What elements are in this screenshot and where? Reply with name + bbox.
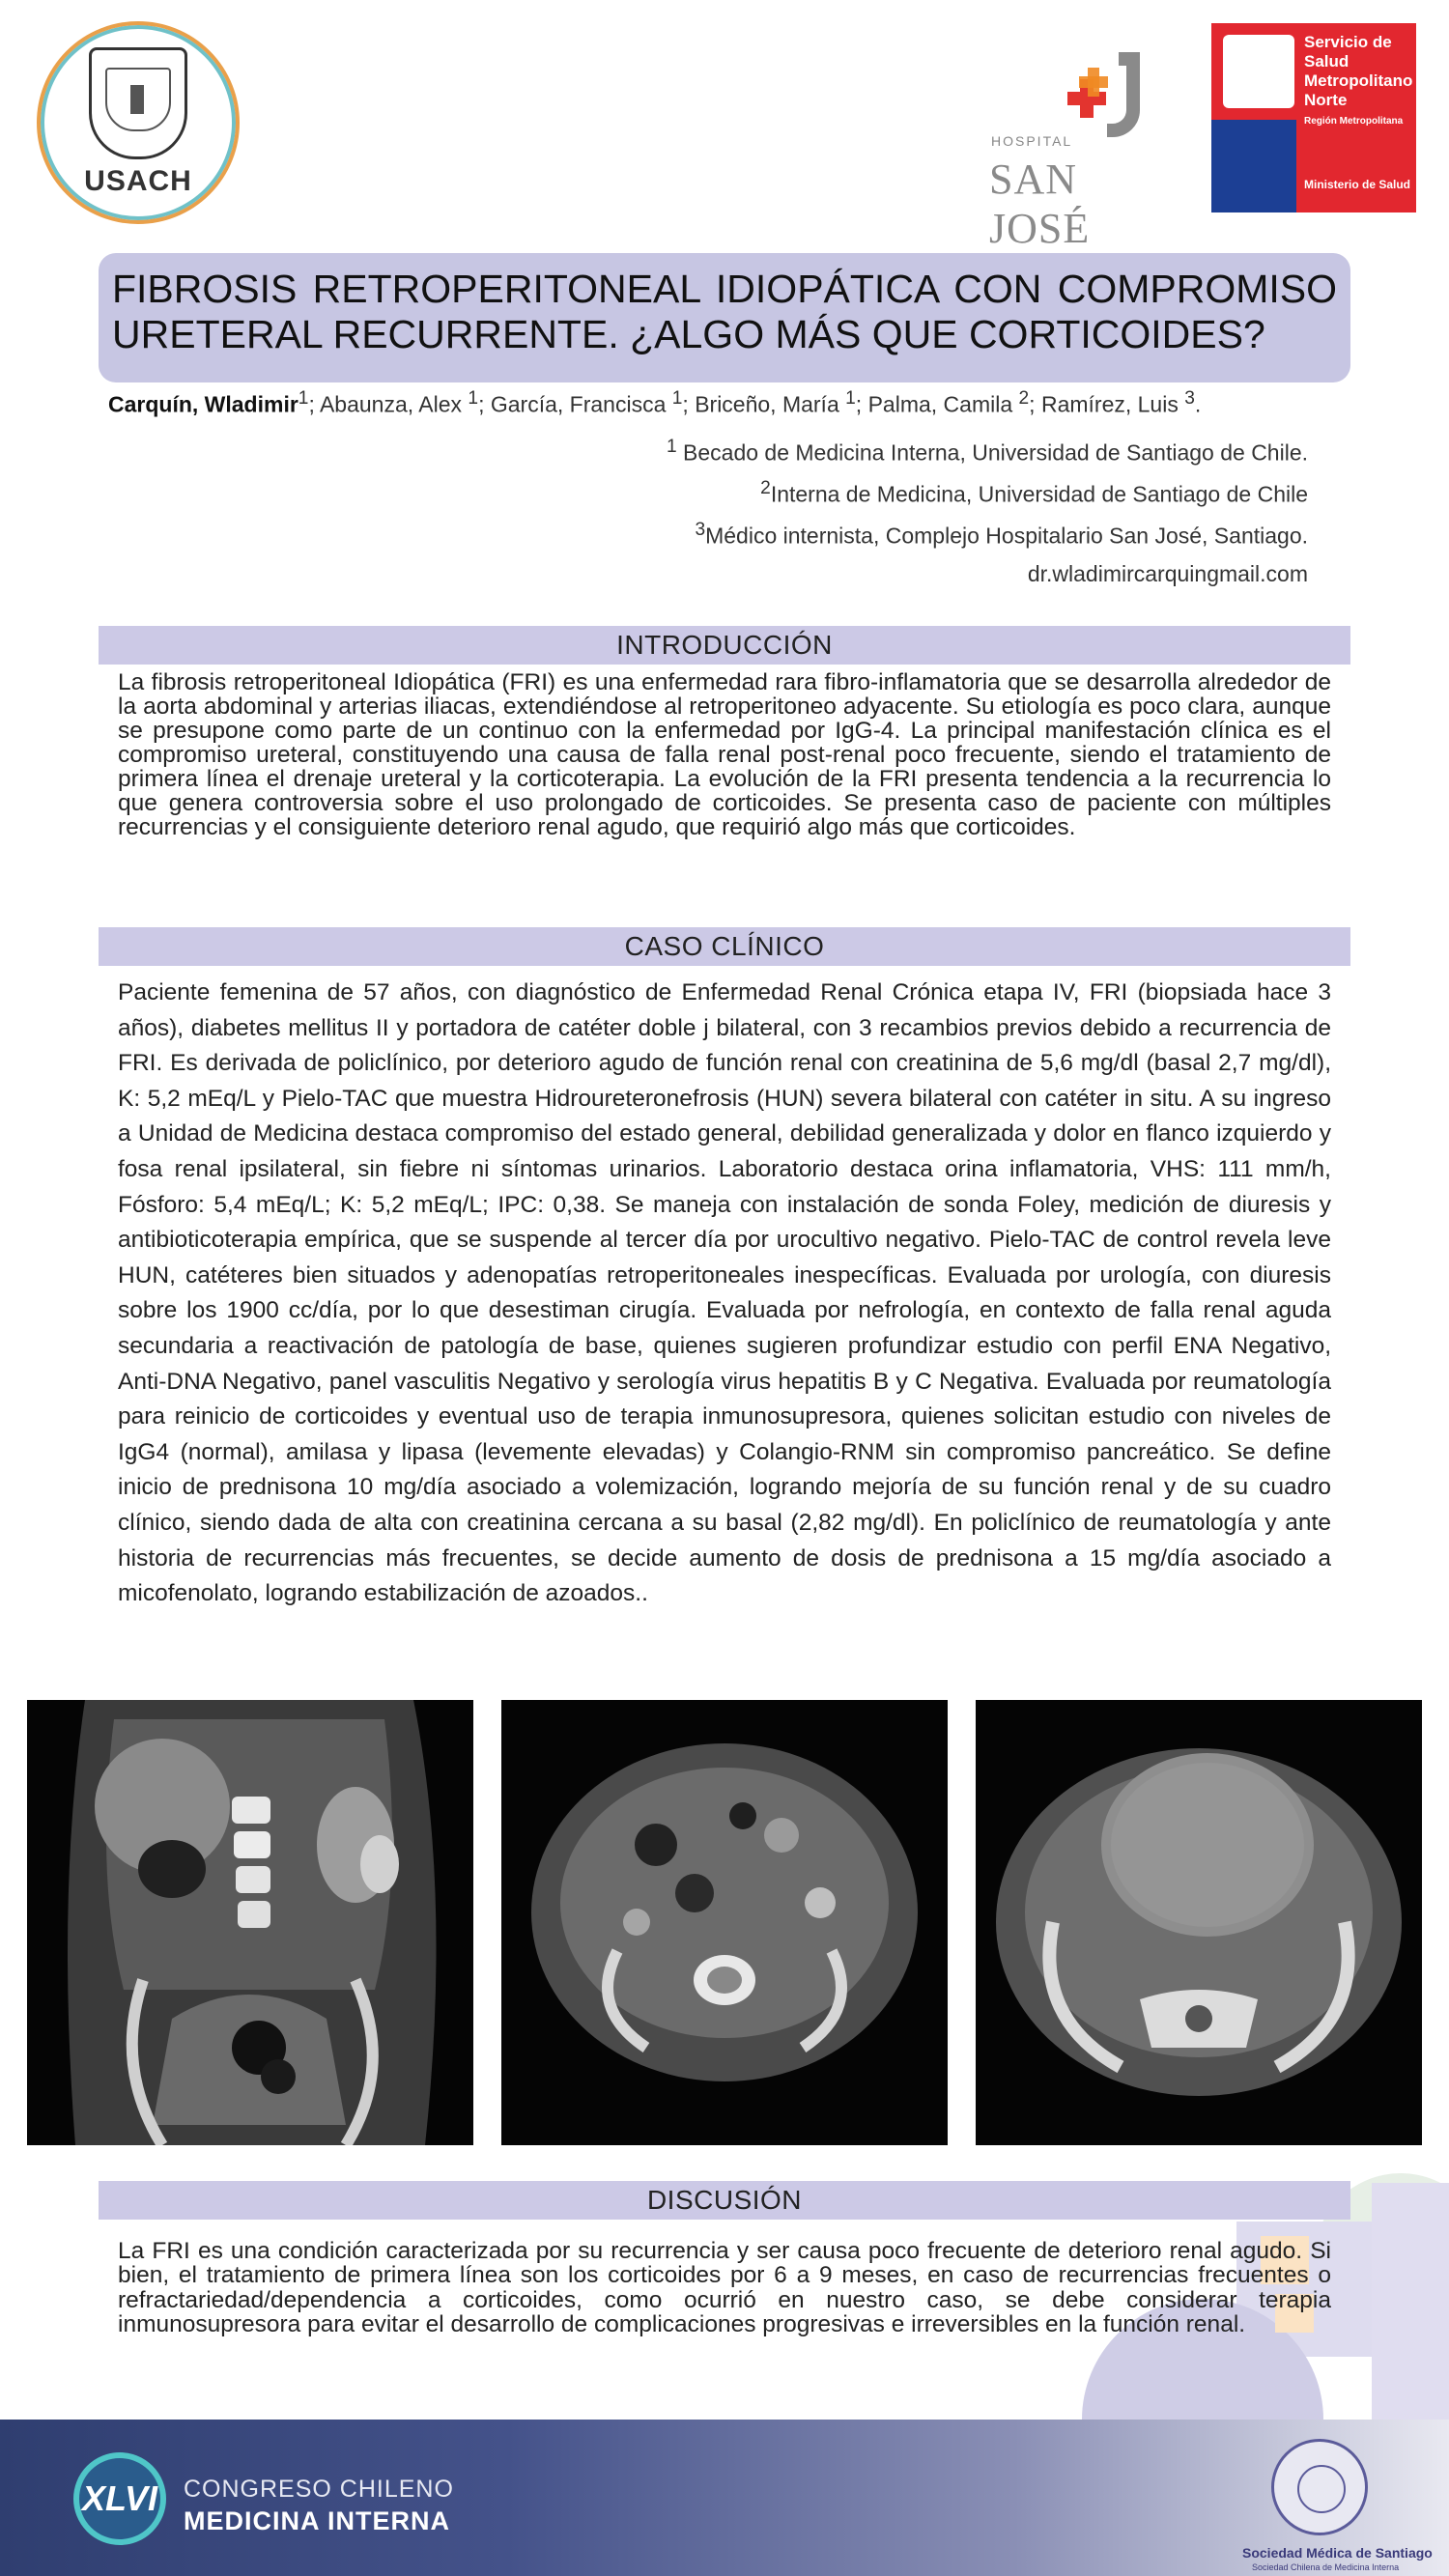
hospital-small-label: HOSPITAL <box>991 133 1073 149</box>
congress-name-line-1: CONGRESO CHILENO <box>184 2476 454 2503</box>
affiliation: $^2$Interna de Medicina, Universidad de Santiago de Chile <box>760 478 1308 507</box>
ct-axial-abdomen-image <box>501 1700 948 2145</box>
ssmn-logo <box>1211 23 1416 212</box>
title-line-2: URETERAL RECURRENTE. ¿ALGO MÁS QUE CORTICOIDES? <box>112 312 1265 356</box>
affiliation: $^1$ Becado de Medicina Interna, Universidad de Santiago de Chile. <box>666 437 1308 466</box>
hospital-cross-icon <box>1059 46 1165 153</box>
discussion-paragraph: La FRI es una condición caracterizada por su recurrencia y ser causa poco frecuente de deterioro renal agudo. Si bien, el tratamiento de primera línea son los corticoides por 6 a 9 meses, en caso de recurrencias frecuentes o refractariedad/dependencia a corticoides, como ocurrió en nuestro caso, se debe considerar terapia inmunosupresora para evitar el desarrollo de complicaciones progresivas e irreversibles en la función renal. <box>118 2238 1331 2338</box>
contact-email: dr.wladimircarquingmail.com <box>1027 561 1308 586</box>
hospital-san-jose-logo <box>983 46 1177 252</box>
society-name: Sociedad Médica de Santiago <box>1242 2545 1433 2561</box>
chile-crest-icon <box>1223 35 1294 108</box>
usach-logo-text: USACH <box>84 165 192 197</box>
author: Palma, Camila <box>867 391 1013 417</box>
ssmn-region: Región Metropolitana <box>1304 116 1404 127</box>
intro-paragraph: La fibrosis retroperitoneal Idiopática (FRI) es una enfermedad rara fibro-inflamatoria que se desarrolla alrededor de la aorta abdominal y arterias iliacas, extendiéndose al retroperitoneo adyacente. Su etiología es poco clara, aunque se presupone como parte de un continuo con la enfermedad por IgG-4. La principal manifestación clínica es el compromiso ureteral, constituyendo una causa de falla renal post-renal poco frecuente, siendo el tratamiento de primera línea el drenaje ureteral y la corticoterapia. La evolución de la FRI presenta tendencia a la recurrencia lo que genera controversia sobre el uso prolongado de corticoides. Se presenta caso de paciente con múltiples recurrencias y el consiguiente deterioro renal agudo, que requirió algo más que corticoides. <box>118 669 1331 840</box>
ct-axial-pelvis-image <box>976 1700 1422 2145</box>
poster-title <box>99 253 1350 382</box>
section-heading-discussion: DISCUSIÓN <box>99 2181 1350 2220</box>
footer-banner <box>0 2420 1449 2576</box>
congress-name-line-2: MEDICINA INTERNA <box>184 2506 450 2535</box>
section-heading-case: CASO CLÍNICO <box>99 927 1350 966</box>
title-line-1: FIBROSIS RETROPERITONEAL IDIOPÁTICA CON COMPROMISO <box>112 267 1337 311</box>
author: Briceño, María <box>695 391 839 417</box>
ssmn-ministry: Ministerio de Salud <box>1304 178 1411 191</box>
ssmn-title: Servicio de Salud Metropolitano Norte <box>1304 33 1413 109</box>
affiliation: $^3$Médico internista, Complejo Hospitalario San José, Santiago. <box>695 520 1308 549</box>
usach-crest-icon <box>89 47 187 159</box>
society-seal-icon <box>1271 2439 1368 2535</box>
section-heading-intro: INTRODUCCIÓN <box>99 626 1350 665</box>
society-subtitle: Sociedad Chilena de Medicina Interna <box>1252 2562 1400 2572</box>
author: Ramírez, Luis <box>1040 391 1179 417</box>
congress-logo-icon: XLVI <box>73 2452 166 2545</box>
usach-logo <box>37 21 240 224</box>
ct-coronal-image <box>27 1700 473 2145</box>
first-author: Carquín, Wladimir <box>108 391 298 417</box>
author: García, Francisca <box>490 391 667 417</box>
author-list: Carquín, Wladimir$^1$; Abaunza, Alex $^1$; García, Francisca $^1$; Briceño, María $^1$; Palma, Camila $^2$; Ramírez, Luis $^3$. <box>108 388 1202 417</box>
hospital-name: SAN JOSÉ <box>989 156 1091 252</box>
case-paragraph: Paciente femenina de 57 años, con diagnóstico de Enfermedad Renal Crónica etapa IV, FRI (biopsiada hace 3 años), diabetes mellitus II y portadora de catéter doble j bilateral, con 3 recambios previos debido a recurrencia de FRI. Es derivada de policlínico, por deterioro agudo de función renal con creatinina de 5,6 mg/dl (basal 2,7 mg/dl), K: 5,2 mEq/L y Pielo-TAC que muestra Hidroureteronefrosis (HUN) severa bilateral con catéter in situ. A su ingreso a Unidad de Medicina destaca compromiso del estado general, debilidad generalizada y dolor en flanco izquierdo y fosa renal ipsilateral, sin fiebre ni síntomas urinarios. Laboratorio destaca orina inflamatoria, VHS: 111 mm/h, Fósforo: 5,4 mEq/L; K: 5,2 mEq/L; IPC: 0,38. Se maneja con instalación de sonda Foley, medición de diuresis y antibioticoterapia empírica, que se suspende al tercer día por urocultivo negativo. Pielo-TAC de control revela leve HUN, catéteres bien situados y adenopatías retroperitoneales inespecíficas. Evaluada por urología, con diuresis sobre los 1900 cc/día, por lo que desestiman cirugía. Evaluada por nefrología, en contexto de falla renal aguda secundaria a reactivación de patología de base, quienes sugieren profundizar estudio con perfil ENA Negativo, Anti-DNA Negativo, panel vasculitis Negativo y serología virus hepatitis B y C Negativa. Evaluada por reumatología para reinicio de corticoides y eventual uso de terapia inmunosupresora, quienes solicitan estudio con niveles de IgG4 (normal), amilasa y lipasa (levemente elevadas) y Colangio-RNM sin compromiso pancreático. Se define inicio de prednisona 10 mg/día asociado a volemización, logrando mejoría de su función renal y de su cuadro clínico, siendo dada de alta con creatinina cercana a su basal (2,82 mg/dl). En policlínico de reumatología y ante historia de recurrencias más frecuentes, se decide aumento de dosis de prednisona a 15 mg/día asociado a micofenolato, logrando estabilización de azoados.. <box>118 979 1331 1607</box>
author: Abaunza, Alex <box>319 391 463 417</box>
